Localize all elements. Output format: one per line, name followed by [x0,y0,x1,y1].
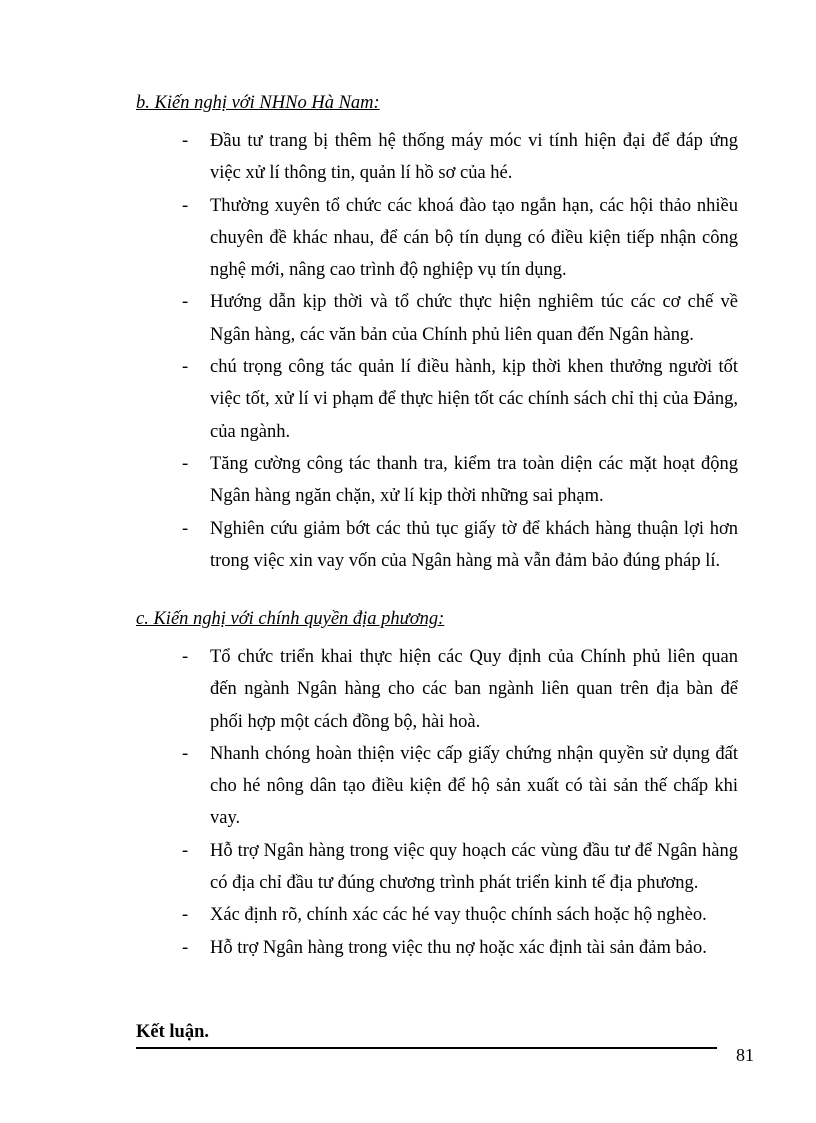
bullet-icon: - [182,195,189,216]
bullet-icon: - [182,292,189,313]
footer-divider [136,1047,717,1049]
list-item-text: Tổ chức triển khai thực hiện các Quy định của Chính phủ liên quan đến ngành Ngân hàng cho các ban ngành liên quan trên địa bàn để phối hợp một cách đồng bộ, hài hoà. [210,647,738,732]
list-item-text: Hỗ trợ Ngân hàng trong việc thu nợ hoặc xác định tài sản đảm bảo. [210,937,707,958]
bullet-icon: - [182,743,189,764]
list-item-text: Thường xuyên tổ chức các khoá đào tạo ngắn hạn, các hội thảo nhiều chuyên đề khác nhau, để cán bộ tín dụng có điều kiện tiếp nhận công nghệ mới, nâng cao trình độ nghiệp vụ tín dụng. [210,195,738,281]
list-item-text: Xác định rõ, chính xác các hé vay thuộc chính sách hoặc hộ nghèo. [210,905,707,926]
section-b-heading: b. Kiến nghị với NHNo Hà Nam: [136,93,380,113]
bullet-icon: - [182,518,189,539]
list-item [182,125,738,190]
list-item-text: Hướng dẫn kịp thời và tổ chức thực hiện nghiêm túc các cơ chế về Ngân hàng, các văn bản của Chính phủ liên quan đến Ngân hàng. [210,292,738,345]
list-item [182,286,738,351]
list-item [182,190,738,287]
bullet-icon: - [182,905,189,926]
bullet-icon: - [182,647,189,667]
list-item [182,835,738,900]
list-item-text: Nghiên cứu giảm bớt các thủ tục giấy tờ để khách hàng thuận lợi hơn trong việc xin vay vốn của Ngân hàng mà vẫn đảm bảo đúng pháp lí. [210,518,738,571]
list-item [182,738,738,835]
list-item [182,899,738,931]
list-item [182,448,738,513]
list-item [182,351,738,448]
bullet-icon: - [182,453,189,474]
bullet-icon: - [182,357,189,378]
list-item [182,932,738,964]
list-item-text: Hỗ trợ Ngân hàng trong việc quy hoạch các vùng đầu tư để Ngân hàng có địa chỉ đầu tư đúng chương trình phát triển kinh tế địa phương. [210,840,738,894]
bullet-icon: - [182,131,189,151]
section-b-list [182,125,738,577]
list-item [182,513,738,578]
list-item [182,641,738,738]
list-item-text: chú trọng công tác quản lí điều hành, kịp thời khen thưởng người tốt việc tốt, xử lí vi phạm để thực hiện tốt các chính sách chỉ thị của Đảng, của ngành. [210,357,738,442]
section-c-heading: c. Kiến nghị với chính quyền địa phương: [136,609,445,629]
list-item-text: Nhanh chóng hoàn thiện việc cấp giấy chứng nhận quyền sử dụng đất cho hé nông dân tạo điều kiện để hộ sản xuất có tài sản thế chấp khi vay. [210,743,738,829]
list-item-text: Tăng cường công tác thanh tra, kiểm tra toàn diện các mặt hoạt động Ngân hàng ngăn chặn, xử lí kịp thời những sai phạm. [210,453,738,507]
section-c-list [182,641,738,964]
bullet-icon: - [182,937,189,958]
page-number: 81 [736,1045,754,1065]
conclusion-heading: Kết luận. [136,1022,209,1042]
bullet-icon: - [182,840,189,861]
list-item-text: Đầu tư trang bị thêm hệ thống máy móc vi tính hiện đại để đáp ứng việc xử lí thông tin, quản lí hồ sơ của hé. [210,131,738,184]
